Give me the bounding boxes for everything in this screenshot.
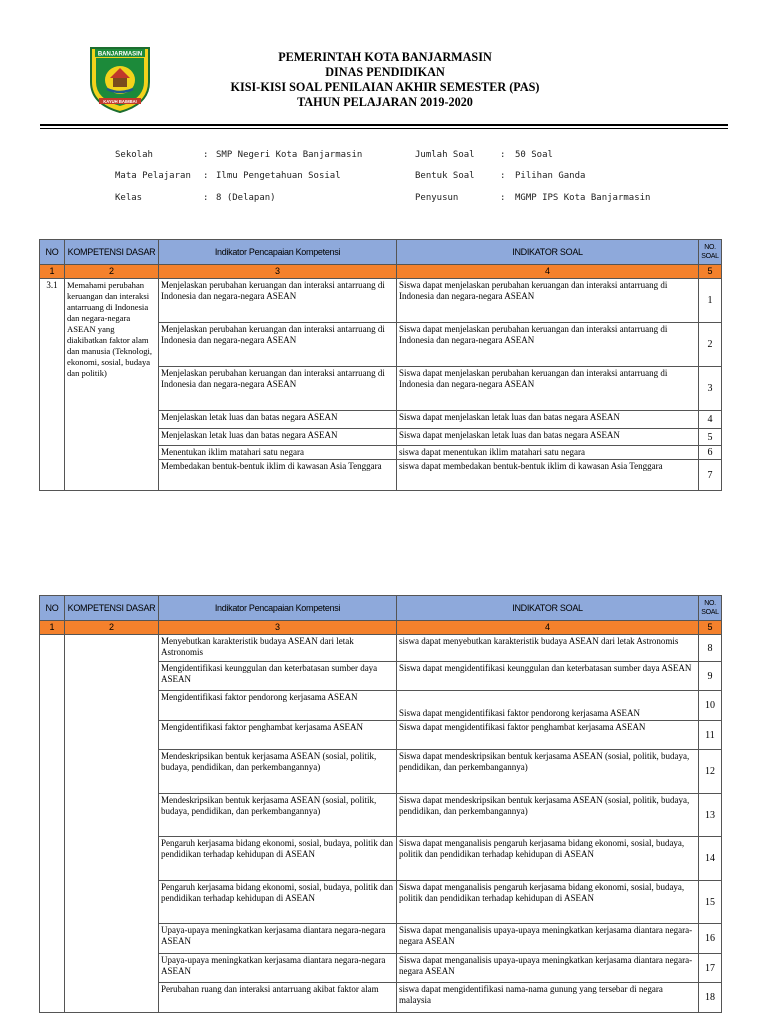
banjarmasin-logo <box>85 42 155 114</box>
value-penyusun: MGMP IPS Kota Banjarmasin <box>515 193 651 203</box>
indikator-cell: siswa dapat menyebutkan karakteristik budaya ASEAN dari letak Astronomis <box>397 635 699 662</box>
ipk-cell: Menyebutkan karakteristik budaya ASEAN dari letak Astronomis <box>159 635 397 662</box>
label-mata-pelajaran: Mata Pelajaran <box>115 171 191 181</box>
no-soal-line-2: SOAL <box>701 253 719 260</box>
ipk-cell: Mengidentifikasi faktor pendorong kerjasama ASEAN <box>159 691 397 721</box>
kompetensi-dasar-text: Memahami perubahan keruangan dan interaksi antarruang di Indonesia dan negara-negara ASEAN yang diakibatkan faktor alam dan manusia (Teknologi, ekonomi, sosial, budaya dan politik) <box>65 279 159 491</box>
ipk-cell: Menjelaskan perubahan keruangan dan interaksi antarruang di Indonesia dan negara-negara ASEAN <box>159 279 397 323</box>
indikator-cell: Siswa dapat menjelaskan perubahan keruangan dan interaksi antarruang di Indonesia dan negara-negara ASEAN <box>397 367 699 411</box>
indikator-cell: Siswa dapat menganalisis pengaruh kerjasama bidang ekonomi, sosial, budaya, politik dan pendidikan terhadap kehidupan di ASEAN <box>397 881 699 924</box>
value-sekolah: SMP Negeri Kota Banjarmasin <box>216 150 363 160</box>
soal-number: 5 <box>699 429 722 446</box>
logo-text-top: BANJARMASIN <box>97 51 143 58</box>
soal-number: 6 <box>699 446 722 460</box>
soal-number: 1 <box>699 279 722 323</box>
header-line-2: DINAS PENDIDIKAN <box>325 65 445 79</box>
ipk-cell: Pengaruh kerjasama bidang ekonomi, sosial, budaya, politik dan pendidikan terhadap kehidupan di ASEAN <box>159 881 397 924</box>
col-number-1: 1 <box>40 265 65 279</box>
soal-number: 12 <box>699 750 722 794</box>
empty-kd-cell <box>65 635 159 1013</box>
indikator-cell: siswa dapat membedakan bentuk-bentuk iklim di kawasan Asia Tenggara <box>397 460 699 491</box>
col-header-ipk: Indikator Pencapaian Kompetensi <box>159 240 397 265</box>
logo-text-bottom: KAYUH BAIMBAI <box>103 98 137 104</box>
ipk-cell: Upaya-upaya meningkatkan kerjasama diantara negara-negara ASEAN <box>159 954 397 983</box>
col-number-5: 5 <box>699 265 722 279</box>
soal-number: 2 <box>699 323 722 367</box>
no-soal-line-1: NO. <box>704 244 716 251</box>
no-soal-line-2: SOAL <box>701 609 719 616</box>
indikator-cell: Siswa dapat mendeskripsikan bentuk kerjasama ASEAN (sosial, politik, budaya, pendidikan, dan perkembangannya) <box>397 750 699 794</box>
header-divider-thin <box>40 128 728 129</box>
soal-number: 3 <box>699 367 722 411</box>
soal-number: 17 <box>699 954 722 983</box>
soal-number: 11 <box>699 721 722 750</box>
kisi-table-1 <box>39 239 722 491</box>
label-bentuk-soal: Bentuk Soal <box>415 171 475 181</box>
column-number-row <box>40 265 722 279</box>
table-header-row <box>40 596 722 621</box>
col-header-no-soal <box>699 596 722 621</box>
col-header-kompetensi-dasar: KOMPETENSI DASAR <box>65 240 159 265</box>
col-number-4: 4 <box>397 265 699 279</box>
ipk-cell: Menjelaskan perubahan keruangan dan interaksi antarruang di Indonesia dan negara-negara ASEAN <box>159 323 397 367</box>
ipk-cell: Mengidentifikasi faktor penghambat kerjasama ASEAN <box>159 721 397 750</box>
col-header-indikator-soal: INDIKATOR SOAL <box>397 240 699 265</box>
ipk-cell: Upaya-upaya meningkatkan kerjasama diantara negara-negara ASEAN <box>159 924 397 954</box>
table-row <box>40 635 722 662</box>
indikator-cell: Siswa dapat menganalisis upaya-upaya meningkatkan kerjasama diantara negara-negara ASEAN <box>397 954 699 983</box>
value-mata-pelajaran: Ilmu Pengetahuan Sosial <box>216 171 341 181</box>
col-header-no: NO <box>40 596 65 621</box>
colon: : <box>203 171 209 181</box>
colon: : <box>203 150 209 160</box>
soal-number: 8 <box>699 635 722 662</box>
col-number-1: 1 <box>40 621 65 635</box>
col-number-3: 3 <box>159 621 397 635</box>
indikator-cell: Siswa dapat menjelaskan letak luas dan batas negara ASEAN <box>397 411 699 429</box>
col-number-3: 3 <box>159 265 397 279</box>
soal-number: 16 <box>699 924 722 954</box>
indikator-cell: Siswa dapat menjelaskan perubahan keruangan dan interaksi antarruang di Indonesia dan negara-negara ASEAN <box>397 279 699 323</box>
empty-no-cell <box>40 635 65 1013</box>
soal-number: 13 <box>699 794 722 837</box>
colon: : <box>500 150 506 160</box>
header-line-1: PEMERINTAH KOTA BANJARMASIN <box>278 50 492 64</box>
label-jumlah-soal: Jumlah Soal <box>415 150 475 160</box>
table-row <box>40 279 722 323</box>
label-kelas: Kelas <box>115 193 143 203</box>
ipk-cell: Membedakan bentuk-bentuk iklim di kawasan Asia Tenggara <box>159 460 397 491</box>
indikator-cell: Siswa dapat mengidentifikasi keunggulan dan keterbatasan sumber daya ASEAN <box>397 662 699 691</box>
no-soal-line-1: NO. <box>704 600 716 607</box>
value-jumlah-soal: 50 Soal <box>515 150 553 160</box>
col-number-5: 5 <box>699 621 722 635</box>
ipk-cell: Pengaruh kerjasama bidang ekonomi, sosial, budaya, politik dan pendidikan terhadap kehidupan di ASEAN <box>159 837 397 881</box>
indikator-cell: Siswa dapat mengidentifikasi faktor pendorong kerjasama ASEAN <box>397 691 699 721</box>
soal-number: 18 <box>699 983 722 1013</box>
indikator-cell: siswa dapat menentukan iklim matahari satu negara <box>397 446 699 460</box>
soal-number: 7 <box>699 460 722 491</box>
indikator-cell: Siswa dapat menjelaskan letak luas dan batas negara ASEAN <box>397 429 699 446</box>
ipk-cell: Menjelaskan letak luas dan batas negara ASEAN <box>159 411 397 429</box>
soal-number: 9 <box>699 662 722 691</box>
indikator-cell: Siswa dapat menjelaskan perubahan keruangan dan interaksi antarruang di Indonesia dan negara-negara ASEAN <box>397 323 699 367</box>
col-header-kompetensi-dasar: KOMPETENSI DASAR <box>65 596 159 621</box>
label-sekolah: Sekolah <box>115 150 153 160</box>
col-header-ipk: Indikator Pencapaian Kompetensi <box>159 596 397 621</box>
kd-number: 3.1 <box>40 279 65 491</box>
indikator-cell: Siswa dapat menganalisis upaya-upaya meningkatkan kerjasama diantara negara-negara ASEAN <box>397 924 699 954</box>
colon: : <box>500 171 506 181</box>
colon: : <box>500 193 506 203</box>
table-header-row <box>40 240 722 265</box>
soal-number: 10 <box>699 691 722 721</box>
colon: : <box>203 193 209 203</box>
label-penyusun: Penyusun <box>415 193 459 203</box>
ipk-cell: Menjelaskan letak luas dan batas negara ASEAN <box>159 429 397 446</box>
ipk-cell: Mengidentifikasi keunggulan dan keterbatasan sumber daya ASEAN <box>159 662 397 691</box>
header-line-3: KISI-KISI SOAL PENILAIAN AKHIR SEMESTER (PAS) <box>230 80 540 94</box>
column-number-row <box>40 621 722 635</box>
header-line-4: TAHUN PELAJARAN 2019-2020 <box>297 95 473 109</box>
indikator-cell: siswa dapat mengidentifikasi nama-nama gunung yang tersebar di negara malaysia <box>397 983 699 1013</box>
value-bentuk-soal: Pilihan Ganda <box>515 171 586 181</box>
ipk-cell: Mendeskripsikan bentuk kerjasama ASEAN (sosial, politik, budaya, pendidikan, dan perkembangannya) <box>159 750 397 794</box>
kisi-table-2 <box>39 595 722 1013</box>
col-header-no: NO <box>40 240 65 265</box>
ipk-cell: Perubahan ruang dan interaksi antarruang akibat faktor alam <box>159 983 397 1013</box>
indikator-cell: Siswa dapat mendeskripsikan bentuk kerjasama ASEAN (sosial, politik, budaya, pendidikan, dan perkembangannya) <box>397 794 699 837</box>
soal-number: 14 <box>699 837 722 881</box>
soal-number: 4 <box>699 411 722 429</box>
ipk-cell: Menentukan iklim matahari satu negara <box>159 446 397 460</box>
col-header-indikator-soal: INDIKATOR SOAL <box>397 596 699 621</box>
value-kelas: 8 (Delapan) <box>216 193 276 203</box>
col-header-no-soal <box>699 240 722 265</box>
header-divider <box>40 124 728 126</box>
col-number-2: 2 <box>65 621 159 635</box>
ipk-cell: Menjelaskan perubahan keruangan dan interaksi antarruang di Indonesia dan negara-negara ASEAN <box>159 367 397 411</box>
indikator-cell: Siswa dapat menganalisis pengaruh kerjasama bidang ekonomi, sosial, budaya, politik dan pendidikan terhadap kehidupan di ASEAN <box>397 837 699 881</box>
document-header <box>0 0 768 130</box>
ipk-cell: Mendeskripsikan bentuk kerjasama ASEAN (sosial, politik, budaya, pendidikan, dan perkembangannya) <box>159 794 397 837</box>
indikator-cell: Siswa dapat mengidentifikasi faktor penghambat kerjasama ASEAN <box>397 721 699 750</box>
col-number-2: 2 <box>65 265 159 279</box>
header-title <box>200 50 570 110</box>
soal-number: 15 <box>699 881 722 924</box>
col-number-4: 4 <box>397 621 699 635</box>
